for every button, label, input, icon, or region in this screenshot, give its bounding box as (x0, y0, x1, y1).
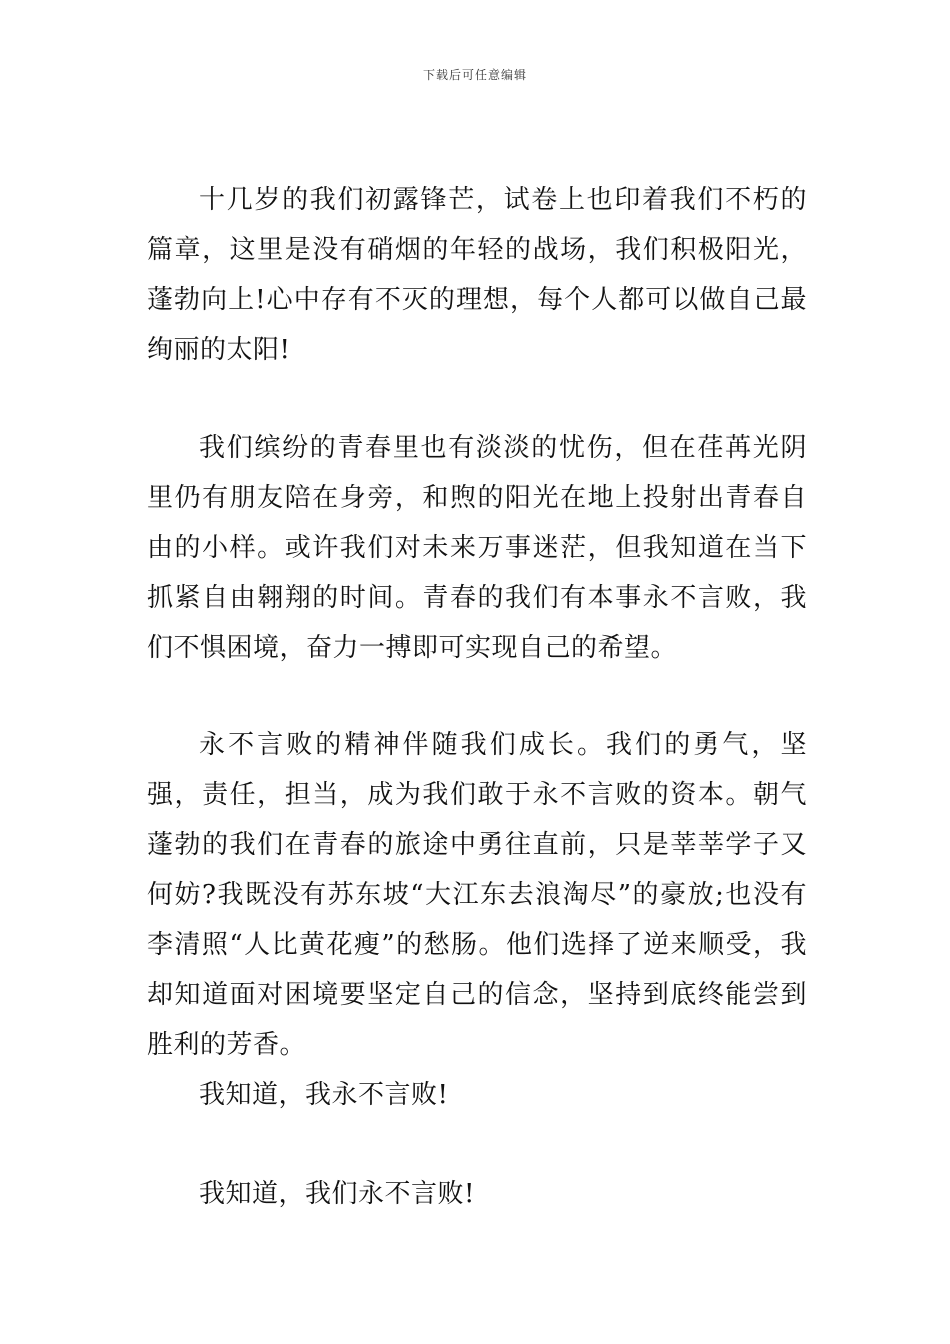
page-header: 下载后可任意编辑 (422, 68, 527, 82)
paragraph-3: 永不言败的精神伴随我们成长。我们的勇气，坚强，责任，担当，成为我们敢于永不言败的资本。朝气蓬勃的我们在青春的旅途中勇往直前，只是莘莘学子又何妨?我既没有苏东坡“大江东去浪淘尽”的豪放;也没有李清照“人比黄花瘦”的愁肠。他们选择了逆来顺受，我却知道面对困境要坚定自己的信念，坚持到底终能尝到胜利的芳香。 (147, 730, 807, 1060)
paragraph-4: 我知道，我永不言败! (199, 1080, 449, 1110)
paragraph-5: 我知道，我们永不言败! (199, 1179, 475, 1209)
paragraph-2: 我们缤纷的青春里也有淡淡的忧伤，但在荏苒光阴里仍有朋友陪在身旁，和煦的阳光在地上投射出青春自由的小样。或许我们对未来万事迷茫，但我知道在当下抓紧自由翱翔的时间。青春的我们有本事永不言败，我们不惧困境，奋力一搏即可实现自己的希望。 (147, 433, 807, 663)
paragraph-1: 十几岁的我们初露锋芒，试卷上也印着我们不朽的篇章，这里是没有硝烟的年轻的战场，我们积极阳光，蓬勃向上!心中存有不灭的理想，每个人都可以做自己最绚丽的太阳! (147, 185, 807, 365)
